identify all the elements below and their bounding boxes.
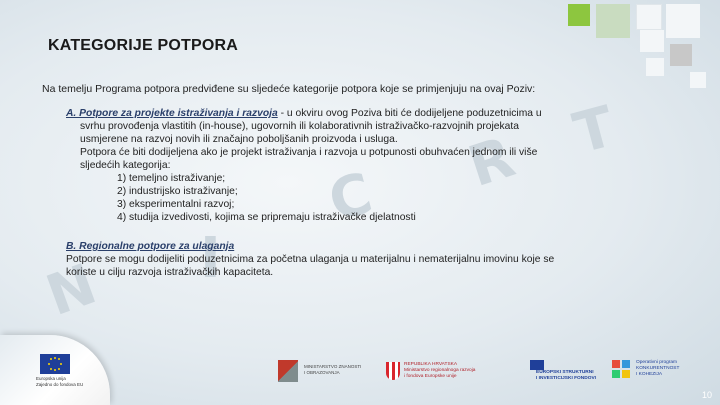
eu-flag-icon	[530, 360, 544, 370]
section-a-heading: A. Potpore za projekte istraživanja i razvoja	[66, 108, 278, 119]
coat-of-arms-icon	[386, 362, 400, 380]
logo-esi-funds	[530, 360, 602, 384]
section-b-line: koriste u cilju razvoja istraživačkih kapaciteta.	[66, 267, 274, 278]
logo-ministry-science-text: MINISTARSTVO ZNANOSTI I OBRAZOVANJA	[304, 364, 362, 375]
watermark-letter: C	[322, 160, 379, 235]
op-squares-icon	[612, 360, 630, 378]
cube-icon	[278, 360, 298, 382]
list-item: 2) industrijsko istraživanje;	[117, 186, 238, 197]
list-item: 3) eksperimentalni razvoj;	[117, 199, 235, 210]
section-a-line: - u okviru ovog Poziva biti će dodijeljene poduzetnicima u	[280, 108, 542, 119]
eu-caption: Europska unija Zajedno do fondova EU	[36, 376, 84, 387]
section-a-line: Potpora će biti dodijeljena ako je projekt istraživanja i razvoja u potpunosti obuhvaćen jednom ili više	[80, 147, 538, 158]
section-a-line: sljedećih kategorija:	[80, 160, 171, 171]
logo-op-competitiveness	[612, 358, 702, 386]
list-item: 4) studija izvedivosti, kojima se pripremaju istraživačke djelatnosti	[117, 212, 416, 223]
watermark-letter: T	[567, 94, 621, 167]
section-a-line: svrhu provođenja vlastitih (in-house), ugovornih ili kolaborativnih istraživačko-razvojnih projekata	[80, 121, 519, 132]
eu-stars-icon	[40, 354, 70, 374]
section-b-line: Potpore se mogu dodijeliti poduzetnicima za početna ulaganja u materijalnu i nematerijalnu imovinu koje se	[66, 254, 555, 265]
logo-ministry-regional	[386, 360, 506, 386]
logo-ministry-science	[278, 360, 378, 386]
section-b	[66, 240, 636, 279]
page-title: KATEGORIJE POTPORA	[48, 37, 238, 54]
page-number: 10	[701, 390, 712, 400]
watermark-letter: I	[200, 226, 221, 291]
logo-op-text: Operativni program KONKURENTNOST I KOHEZIJA	[636, 360, 680, 377]
section-a-line: usmjerene na razvoj novih ili značajno poboljšanih proizvoda i usluga.	[80, 134, 398, 145]
watermark-letter: R	[461, 124, 523, 201]
logo-ministry-regional-text: REPUBLIKA HRVATSKA Ministarstvo regionalnoga razvoja i fondova Europske unije	[404, 362, 476, 379]
eu-logo	[40, 354, 70, 374]
section-b-heading: B. Regionalne potpore za ulaganja	[66, 241, 235, 252]
intro-text: Na temelju Programa potpora predviđene su sljedeće kategorije potpora koje se primjenjuju na ovaj Poziv:	[42, 83, 536, 95]
logo-esi-funds-text: EUROPSKI STRUKTURNI I INVESTICIJSKI FONDOVI	[536, 370, 596, 381]
watermark-letter: N	[38, 251, 105, 330]
section-a	[66, 107, 626, 224]
list-item: 1) temeljno istraživanje;	[117, 173, 226, 184]
